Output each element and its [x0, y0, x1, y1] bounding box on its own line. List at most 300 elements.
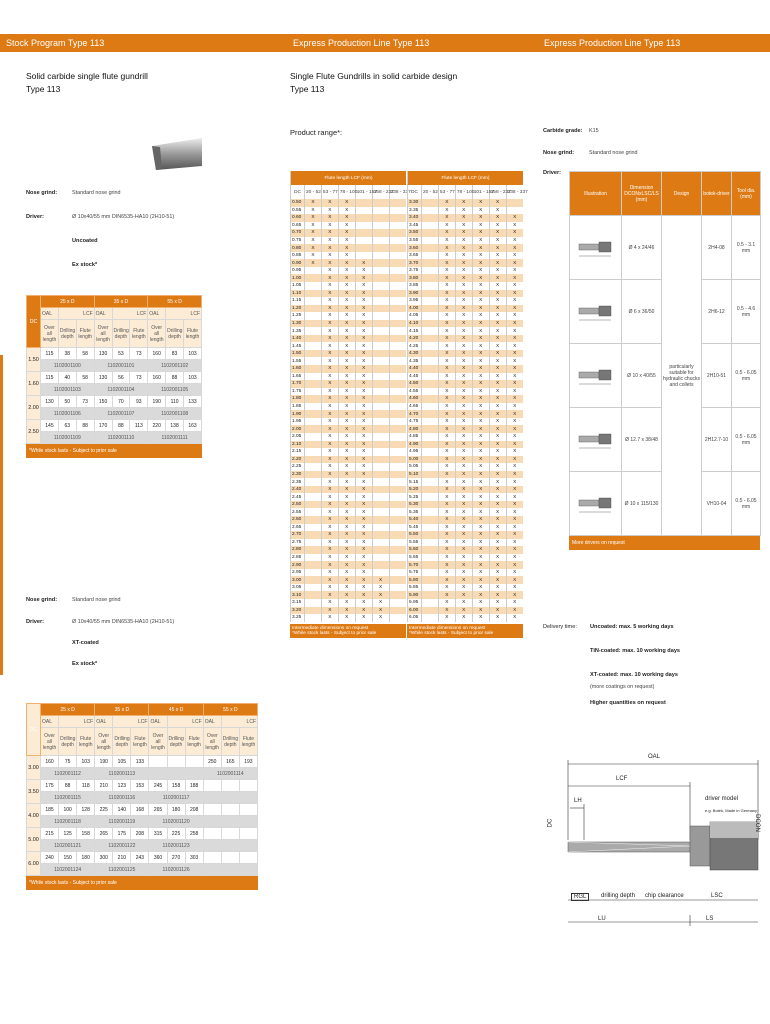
availability-mark	[372, 463, 389, 471]
dc-value: 5.00	[27, 828, 41, 852]
cell-value: 73	[130, 372, 148, 384]
availability-mark	[372, 486, 389, 494]
cell-value: 220	[148, 420, 166, 432]
driver-illustration	[570, 344, 622, 408]
flute-row	[408, 471, 524, 479]
flute-row	[408, 607, 524, 615]
flute-row	[408, 531, 524, 539]
availability-mark: X	[305, 244, 322, 252]
flute-row	[408, 403, 524, 411]
availability-mark	[372, 335, 389, 343]
cell-value: 115	[41, 348, 59, 360]
availability-mark: X	[455, 252, 472, 260]
availability-mark	[389, 312, 406, 320]
flute-row	[408, 554, 524, 562]
flute-row	[291, 410, 407, 418]
availability-mark	[389, 433, 406, 441]
availability-mark: X	[338, 531, 355, 539]
sub-header: Drilling depth	[221, 728, 239, 756]
availability-mark: X	[489, 493, 506, 501]
flute-row	[408, 614, 524, 622]
delivery-more: (more coatings on request)	[590, 684, 655, 690]
availability-mark: X	[355, 267, 372, 275]
availability-mark: X	[489, 290, 506, 298]
availability-mark: X	[455, 471, 472, 479]
availability-mark: X	[438, 561, 455, 569]
availability-mark	[305, 410, 322, 418]
availability-mark: X	[455, 478, 472, 486]
dc-header: DC	[27, 296, 41, 348]
cell-value: 225	[95, 804, 113, 816]
dc-value: 2.00	[27, 396, 41, 420]
flute-head: Flute length LCF (mm)	[291, 171, 407, 185]
availability-mark: X	[489, 305, 506, 313]
availability-mark: X	[489, 478, 506, 486]
dc-value: 1.45	[291, 342, 305, 350]
availability-mark	[389, 214, 406, 222]
availability-mark: X	[455, 312, 472, 320]
availability-mark: X	[489, 524, 506, 532]
availability-mark: X	[321, 229, 338, 237]
availability-mark: X	[321, 471, 338, 479]
availability-mark: X	[338, 441, 355, 449]
cell-value: 160	[148, 348, 166, 360]
dc-value: 1.75	[291, 388, 305, 396]
cell-value: 210	[95, 780, 113, 792]
cell-value: 140	[113, 804, 131, 816]
availability-mark	[372, 305, 389, 313]
availability-mark: X	[438, 282, 455, 290]
availability-mark: X	[472, 214, 489, 222]
availability-mark: X	[372, 614, 389, 622]
flute-row	[291, 373, 407, 381]
flute-sub-header: 20 - 52	[305, 185, 322, 199]
availability-mark: X	[438, 403, 455, 411]
flute-row	[291, 614, 407, 622]
availability-mark: X	[472, 327, 489, 335]
cell-value: 118	[77, 780, 95, 792]
dc-value: 0.55	[291, 207, 305, 215]
flute-row	[291, 312, 407, 320]
availability-mark: X	[455, 357, 472, 365]
availability-mark	[305, 576, 322, 584]
flute-row	[291, 493, 407, 501]
availability-mark: X	[455, 207, 472, 215]
availability-mark: X	[472, 501, 489, 509]
cell-value: 208	[185, 804, 203, 816]
driver-illustration	[570, 408, 622, 472]
availability-mark: X	[338, 576, 355, 584]
availability-mark: X	[372, 584, 389, 592]
dc-value: 3.40	[408, 214, 422, 222]
availability-mark: X	[321, 312, 338, 320]
availability-mark: X	[506, 259, 523, 267]
spec-block-1	[26, 190, 276, 268]
availability-mark	[389, 237, 406, 245]
availability-mark: X	[489, 373, 506, 381]
availability-mark: X	[338, 297, 355, 305]
dc-value: 6.05	[408, 614, 422, 622]
availability-mark	[389, 614, 406, 622]
availability-mark: X	[506, 463, 523, 471]
flute-sub-header: 238 - 337	[506, 185, 523, 199]
availability-mark	[422, 259, 439, 267]
availability-mark	[389, 478, 406, 486]
availability-mark	[305, 403, 322, 411]
availability-mark: X	[321, 591, 338, 599]
availability-mark: X	[338, 237, 355, 245]
availability-mark: X	[455, 267, 472, 275]
left-title-line2: Type 113	[26, 84, 61, 94]
availability-mark	[305, 493, 322, 501]
flute-row	[408, 599, 524, 607]
availability-mark	[422, 456, 439, 464]
availability-mark	[422, 365, 439, 373]
availability-mark: X	[338, 524, 355, 532]
stock-note: *While stock lasts - Subject to prior sale	[26, 444, 202, 458]
availability-mark	[422, 305, 439, 313]
availability-mark	[372, 388, 389, 396]
availability-mark: X	[321, 441, 338, 449]
availability-mark	[305, 516, 322, 524]
dc-value: 2.05	[291, 433, 305, 441]
availability-mark: X	[438, 425, 455, 433]
lcf-header: LCF	[58, 308, 94, 320]
cell-value	[203, 780, 221, 792]
flute-sub-header: 78 - 100	[338, 185, 355, 199]
availability-mark	[305, 591, 322, 599]
dc-value: 2.00	[291, 425, 305, 433]
availability-mark: X	[338, 418, 355, 426]
availability-mark: X	[355, 357, 372, 365]
availability-mark: X	[338, 267, 355, 275]
availability-mark	[389, 463, 406, 471]
availability-mark	[389, 508, 406, 516]
col-design: Design	[662, 172, 702, 216]
availability-mark	[389, 357, 406, 365]
cell-value: 128	[77, 804, 95, 816]
availability-mark: X	[305, 259, 322, 267]
cell-value: 123	[113, 780, 131, 792]
part-number: 1102001110	[94, 432, 148, 444]
availability-mark	[389, 561, 406, 569]
availability-mark: X	[321, 569, 338, 577]
availability-mark	[389, 599, 406, 607]
availability-mark: X	[472, 373, 489, 381]
availability-mark: X	[472, 207, 489, 215]
availability-mark: X	[489, 569, 506, 577]
part-number: 1102001113	[95, 768, 149, 780]
availability-mark: X	[455, 229, 472, 237]
availability-mark: X	[355, 531, 372, 539]
flute-row	[291, 327, 407, 335]
cell-value: 138	[166, 420, 184, 432]
cell-value: 160	[148, 372, 166, 384]
dc-value: 1.15	[291, 297, 305, 305]
availability-mark: X	[489, 486, 506, 494]
flute-row	[408, 463, 524, 471]
dc-value: 4.20	[408, 335, 422, 343]
flute-row	[408, 418, 524, 426]
availability-mark: X	[355, 290, 372, 298]
flute-row	[408, 252, 524, 260]
sub-header: Drilling depth	[167, 728, 185, 756]
dc-value: 0.75	[291, 237, 305, 245]
dc-value: 0.60	[291, 214, 305, 222]
availability-mark: X	[321, 342, 338, 350]
availability-mark: X	[506, 335, 523, 343]
availability-mark: X	[355, 524, 372, 532]
availability-mark: X	[472, 252, 489, 260]
availability-mark	[305, 448, 322, 456]
flute-row	[291, 501, 407, 509]
availability-mark: X	[455, 433, 472, 441]
availability-mark	[389, 418, 406, 426]
availability-mark: X	[506, 305, 523, 313]
dc-value: 1.00	[291, 274, 305, 282]
cell-value: 53	[112, 348, 130, 360]
availability-mark: X	[321, 425, 338, 433]
cell-value	[203, 852, 221, 864]
availability-mark: X	[338, 539, 355, 547]
availability-mark: X	[438, 591, 455, 599]
cell-value	[149, 756, 167, 768]
availability-mark: X	[506, 591, 523, 599]
sub-header: Drilling depth	[59, 728, 77, 756]
availability-mark	[355, 207, 372, 215]
availability-mark: X	[506, 410, 523, 418]
availability-mark: X	[489, 403, 506, 411]
availability-mark	[422, 237, 439, 245]
cell-value	[221, 828, 239, 840]
nose-grind-value: Standard nose grind	[72, 190, 121, 196]
availability-mark: X	[438, 554, 455, 562]
dc-value: 2.50	[291, 501, 305, 509]
availability-mark	[389, 524, 406, 532]
dc-value: 0.95	[291, 267, 305, 275]
availability-mark: X	[472, 244, 489, 252]
flute-row	[408, 335, 524, 343]
dc-value: 2.45	[291, 493, 305, 501]
dc-value: 3.80	[408, 274, 422, 282]
availability-mark: X	[472, 403, 489, 411]
availability-mark: X	[321, 222, 338, 230]
availability-mark: X	[455, 244, 472, 252]
availability-mark: X	[506, 561, 523, 569]
dc-header: DC	[27, 704, 41, 756]
dim-drilling-depth: drilling depth	[601, 893, 636, 899]
cell-value: 50	[58, 396, 76, 408]
availability-mark	[422, 274, 439, 282]
availability-mark	[372, 237, 389, 245]
dim-lsc: LSC	[711, 893, 723, 899]
group-header: 55 x D	[148, 296, 202, 308]
flute-row	[408, 456, 524, 464]
availability-mark	[305, 380, 322, 388]
availability-mark	[389, 471, 406, 479]
flute-row	[408, 207, 524, 215]
availability-mark: X	[506, 516, 523, 524]
dc-value: 5.20	[408, 486, 422, 494]
availability-mark	[305, 305, 322, 313]
dc-value: 2.55	[291, 508, 305, 516]
availability-mark: X	[438, 350, 455, 358]
availability-mark	[305, 320, 322, 328]
driver-model-sub: e.g. Botek, Made in Germany	[705, 808, 758, 813]
availability-mark: X	[438, 267, 455, 275]
flute-row	[408, 267, 524, 275]
col-illustration: Illustration	[570, 172, 622, 216]
flute-row	[408, 327, 524, 335]
availability-mark	[389, 365, 406, 373]
group-header: 45 x D	[149, 704, 203, 716]
availability-mark: X	[355, 380, 372, 388]
availability-mark	[389, 607, 406, 615]
flute-row	[408, 441, 524, 449]
stock-value: Ex stock*	[72, 661, 98, 667]
dc-value: 5.75	[408, 569, 422, 577]
availability-mark: X	[338, 607, 355, 615]
driver-drawing-icon	[573, 488, 619, 518]
table-row	[27, 852, 258, 864]
availability-mark: X	[355, 403, 372, 411]
driver-tool-dia: 0.5 - 6.05 mm	[732, 472, 761, 536]
dc-value: 3.45	[408, 222, 422, 230]
availability-mark: X	[338, 342, 355, 350]
availability-mark: X	[321, 282, 338, 290]
availability-mark: X	[338, 403, 355, 411]
availability-mark: X	[438, 569, 455, 577]
availability-mark: X	[489, 199, 506, 207]
availability-mark: X	[321, 290, 338, 298]
product-range-label: Product range*:	[290, 128, 343, 137]
dc-value: 3.60	[408, 244, 422, 252]
cell-value: 103	[184, 348, 202, 360]
dc-value: 5.50	[408, 531, 422, 539]
availability-mark	[422, 448, 439, 456]
dc-value: 3.10	[291, 591, 305, 599]
availability-mark: X	[506, 252, 523, 260]
cell-value: 243	[131, 852, 149, 864]
cell-value: 210	[113, 852, 131, 864]
availability-mark	[372, 493, 389, 501]
driver-tool-dia: 0.5 - 6.05 mm	[732, 344, 761, 408]
delivery-uncoated: Uncoated: max. 5 working days	[590, 624, 674, 630]
dc-value: 1.55	[291, 357, 305, 365]
cell-value	[239, 780, 257, 792]
cell-value: 168	[131, 804, 149, 816]
cell-value: 225	[167, 828, 185, 840]
availability-mark: X	[438, 448, 455, 456]
availability-mark: X	[355, 373, 372, 381]
flute-row	[291, 282, 407, 290]
availability-mark: X	[472, 290, 489, 298]
availability-mark: X	[472, 365, 489, 373]
driver-model: VH10-04	[702, 472, 732, 536]
flute-row	[291, 357, 407, 365]
availability-mark: X	[506, 501, 523, 509]
availability-mark: X	[455, 350, 472, 358]
availability-mark	[389, 290, 406, 298]
availability-mark: X	[438, 312, 455, 320]
availability-mark: X	[472, 229, 489, 237]
availability-mark	[389, 493, 406, 501]
availability-mark	[389, 350, 406, 358]
delivery-xt: XT-coated: max. 10 working days	[590, 672, 678, 678]
availability-mark: X	[489, 207, 506, 215]
availability-mark	[372, 350, 389, 358]
flute-sub-header: 53 - 77	[321, 185, 338, 199]
cell-value: 270	[167, 852, 185, 864]
availability-mark	[305, 342, 322, 350]
part-number-row	[27, 432, 202, 444]
availability-mark	[389, 531, 406, 539]
availability-mark	[422, 267, 439, 275]
availability-mark: X	[438, 501, 455, 509]
flute-row	[291, 576, 407, 584]
driver-value: Ø 10x40/55 mm DIN6535-HA10 (2H10-51)	[72, 619, 175, 625]
table-row	[27, 756, 258, 768]
flute-row	[408, 373, 524, 381]
availability-mark: X	[355, 516, 372, 524]
availability-mark: X	[472, 282, 489, 290]
availability-mark	[422, 478, 439, 486]
cell-value: 303	[185, 852, 203, 864]
availability-mark: X	[472, 425, 489, 433]
cell-value: 258	[185, 828, 203, 840]
availability-mark: X	[455, 524, 472, 532]
availability-mark	[389, 516, 406, 524]
oal-header: OAL	[95, 716, 113, 728]
availability-mark: X	[338, 320, 355, 328]
dc-value: 2.70	[291, 531, 305, 539]
driver-dimension: Ø 10 x 115/130	[622, 472, 662, 536]
cell-value: 93	[130, 396, 148, 408]
availability-mark	[305, 365, 322, 373]
availability-mark: X	[321, 259, 338, 267]
driver-label: Driver:	[543, 170, 562, 176]
availability-mark: X	[355, 410, 372, 418]
availability-mark: X	[489, 214, 506, 222]
availability-mark	[305, 335, 322, 343]
coating-value: Uncoated	[72, 238, 98, 244]
sub-header: Over all length	[41, 728, 59, 756]
availability-mark	[372, 561, 389, 569]
flute-row	[291, 591, 407, 599]
availability-mark: X	[472, 554, 489, 562]
availability-mark	[372, 448, 389, 456]
availability-mark: X	[321, 418, 338, 426]
availability-mark	[422, 297, 439, 305]
availability-mark: X	[472, 388, 489, 396]
availability-mark: X	[489, 554, 506, 562]
availability-mark: X	[321, 614, 338, 622]
availability-mark: X	[472, 599, 489, 607]
availability-mark	[389, 591, 406, 599]
flute-row	[408, 214, 524, 222]
cell-value: 158	[77, 828, 95, 840]
availability-mark	[372, 380, 389, 388]
availability-mark: X	[305, 199, 322, 207]
availability-mark: X	[438, 441, 455, 449]
availability-mark: X	[455, 456, 472, 464]
availability-mark	[372, 425, 389, 433]
availability-mark: X	[438, 493, 455, 501]
dc-value: 4.10	[408, 320, 422, 328]
availability-mark: X	[338, 584, 355, 592]
flute-sub-header: 101 - 157	[355, 185, 372, 199]
availability-mark	[422, 342, 439, 350]
